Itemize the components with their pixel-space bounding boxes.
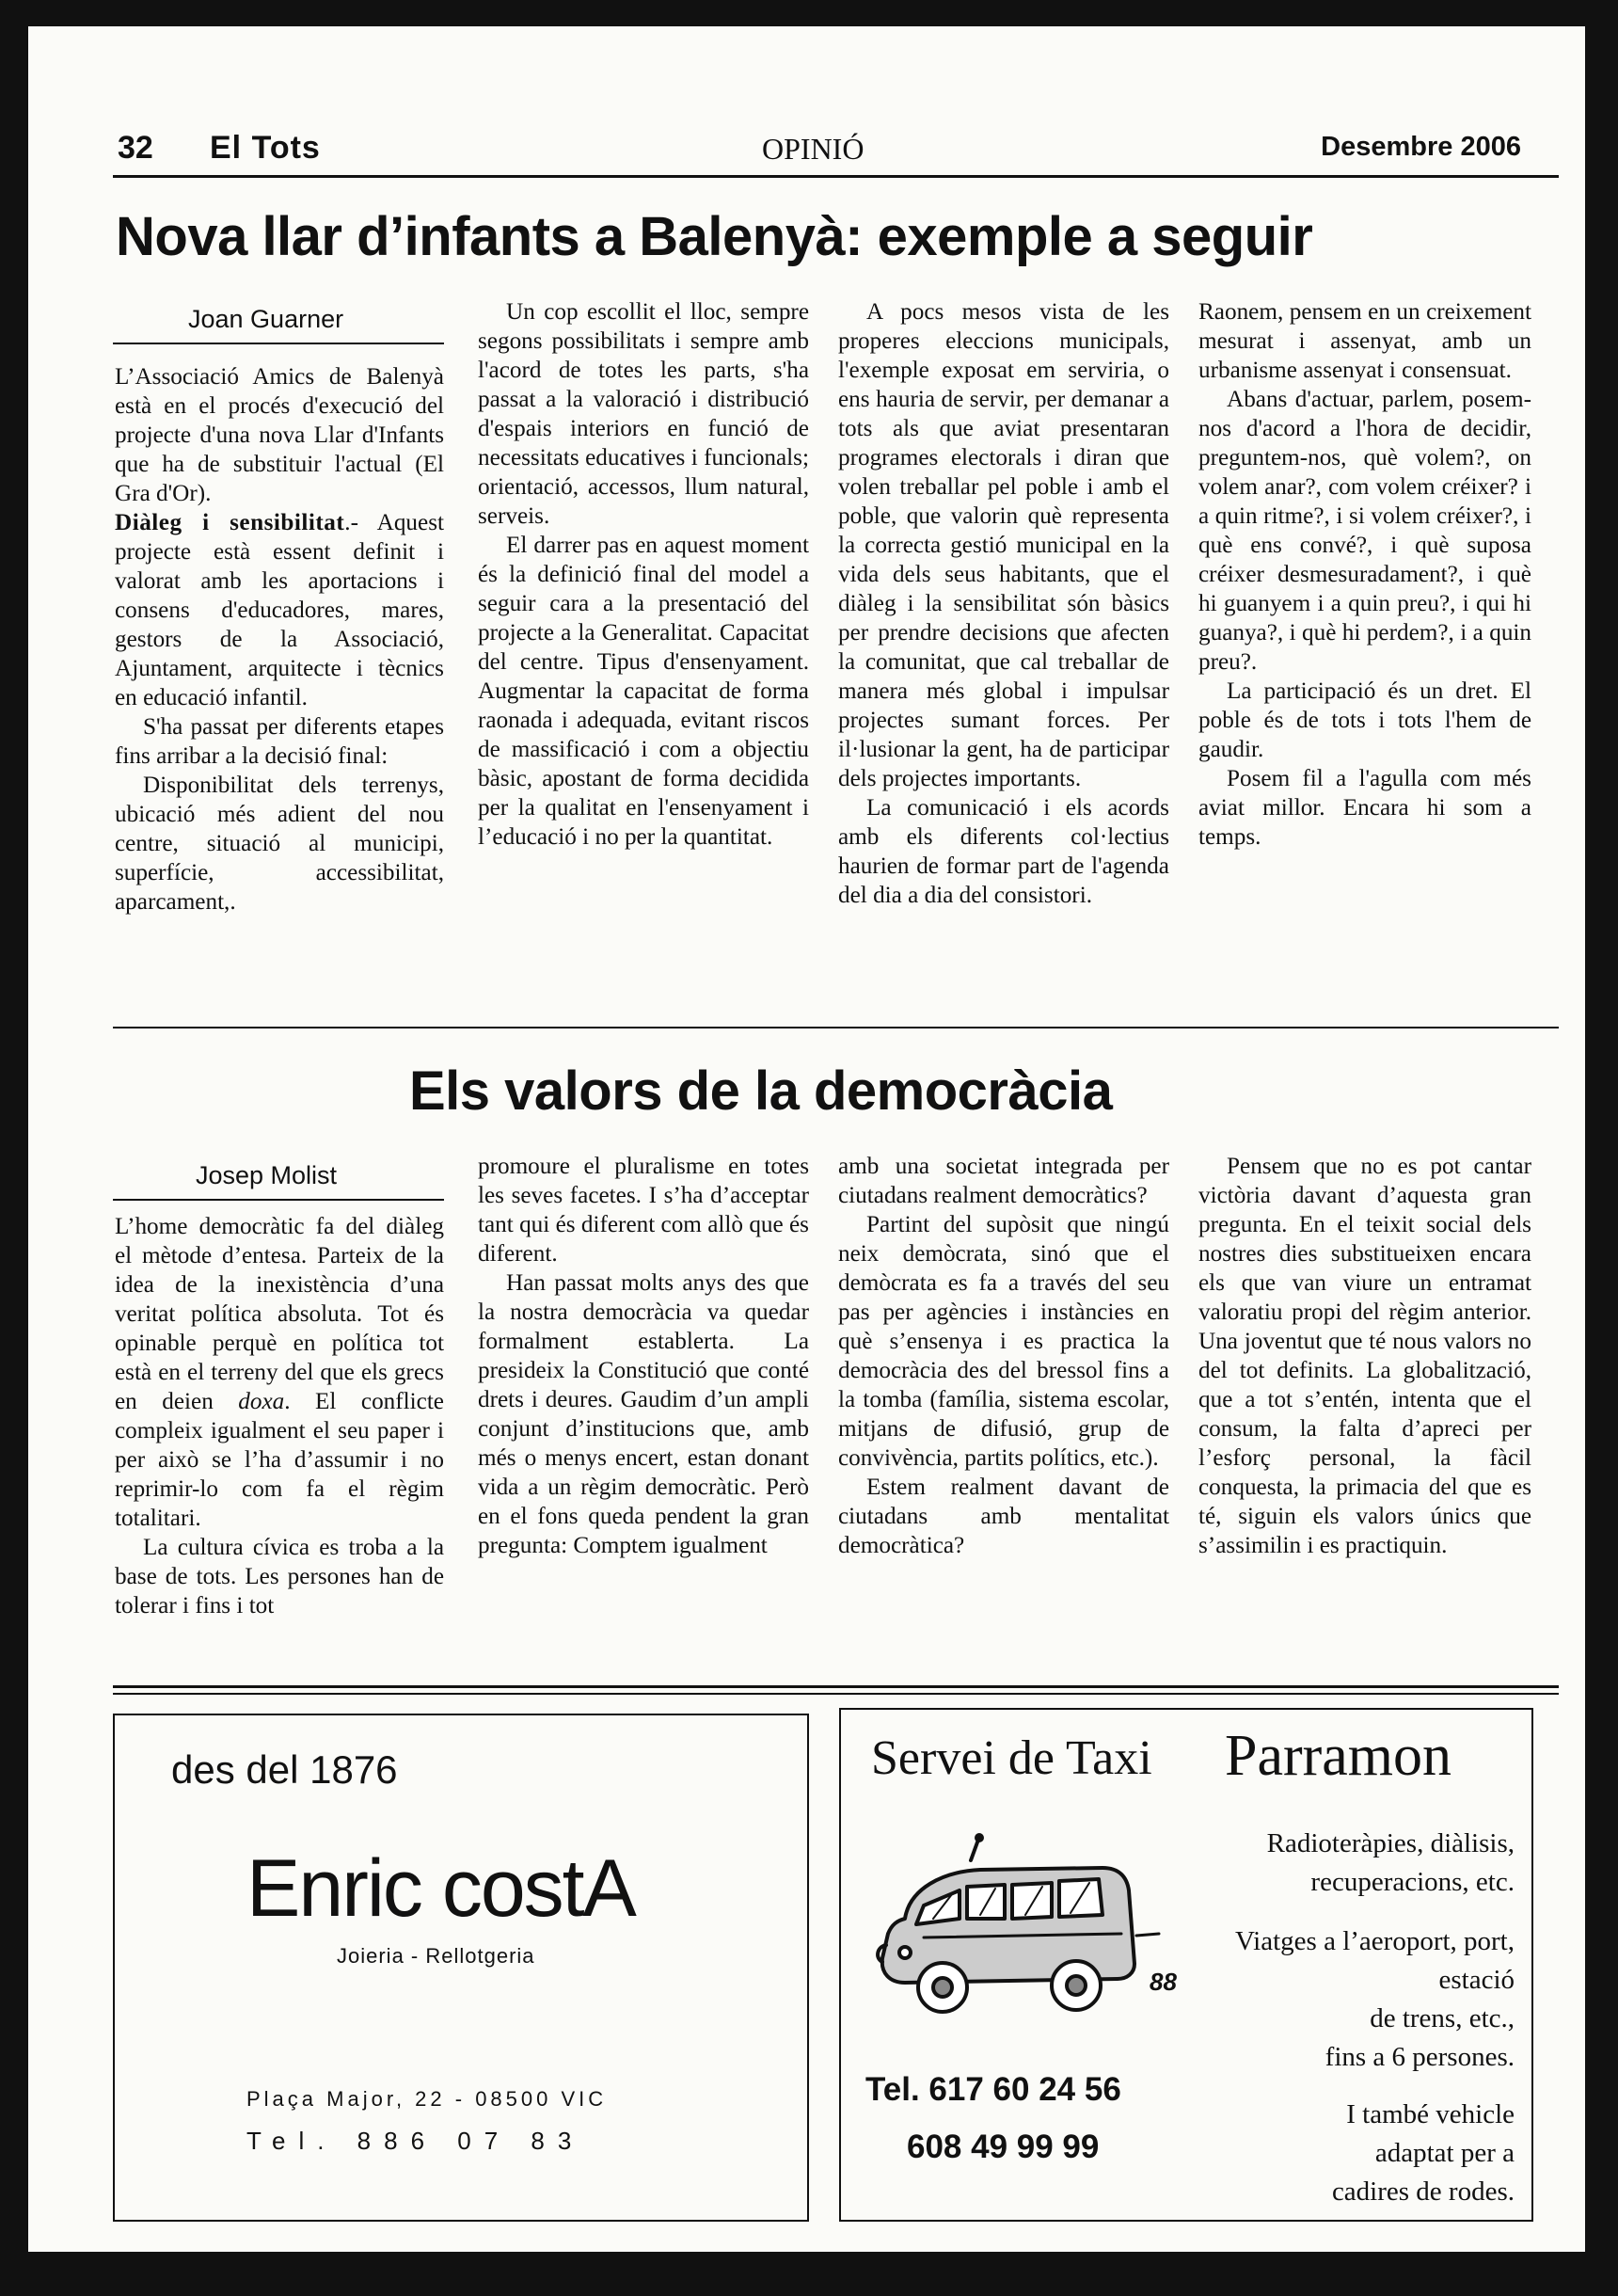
jewelry-ad bbox=[113, 1714, 809, 2222]
article-1-column-3 bbox=[838, 297, 1169, 910]
article-1-column-1 bbox=[115, 362, 444, 917]
article-2-column-3 bbox=[838, 1152, 1169, 1560]
article-2-author: Josep Molist bbox=[196, 1161, 338, 1189]
jewelry-phone: Tel. 886 07 83 bbox=[246, 2127, 585, 2155]
publication-name: El Tots bbox=[210, 130, 321, 166]
paragraph: Raonem, pensem en un creixement mesurat i assenyat, amb un urbanisme assenyat i consensuat. bbox=[1198, 299, 1531, 383]
taxi-phone-2: 608 49 99 99 bbox=[907, 2129, 1100, 2165]
ads-rule bbox=[113, 1685, 1559, 1688]
issue-date: Desembre 2006 bbox=[1321, 132, 1521, 162]
taxi-services-medical: Radioteràpies, diàlisis, recuperacions, etc. bbox=[1266, 1828, 1515, 1897]
taxi-ad bbox=[839, 1708, 1533, 2222]
jewelry-ad-since: des del 1876 bbox=[171, 1747, 398, 1792]
paragraph: Un cop escollit el lloc, sempre segons possibilitats i sempre amb l'acord de totes les parts, s'ha passat a la valoració i distribució d'espais interiors en funció de necessitats educatives i funcionals; orientació, accessos, llum natural, serveis. bbox=[478, 299, 809, 529]
paragraph: El darrer pas en aquest moment és la definició final del model a seguir cara a la presentació del projecte a la Generalitat. Capacitat del centre. Tipus d'ensenyament. Augmentar la capacitat de forma raonada i adequada, evitant riscos de massificació i com a objectiu bàsic, apostant de forma decidida per la qualitat en l'ensenyament i l’educació i no per la quantitat. bbox=[478, 533, 809, 850]
paragraph: amb una societat integrada per ciutadans realment democràtics? bbox=[838, 1154, 1169, 1208]
paragraph: Pensem que no es pot cantar victòria davant d’aquesta gran pregunta. En el teixit social dels nostres dies substitueixen encara els que van viure un entramat valoratiu propi del règim anterior. Una joventut que té nous valors no del tot definits. La globalització, que a tot s’entén, intenta que el consum, la falta d’apreci per l’esforç personal, la fàcil conquesta, la primacia del que es té, siguin els valors únics que s’assimilin i es practiquin. bbox=[1198, 1154, 1531, 1558]
paragraph: Posem fil a l'agulla com més aviat millor. Encara hi som a temps. bbox=[1198, 766, 1531, 850]
header-rule bbox=[113, 175, 1559, 178]
page bbox=[28, 26, 1585, 2252]
taxi-ad-brand: Parramon bbox=[1225, 1724, 1452, 1788]
paragraph: Partint del supòsit que ningú neix demòcrata, sinó que el demòcrata es fa a través del seu pas per agències i instàncies en què s’ensenya i es practica la democràcia des del bressol fins a la tomba (família, sistema escolar, mitjans de difusió, grup de convivència, partits polítics, etc.). bbox=[838, 1212, 1169, 1471]
paragraph: La comunicació i els acords amb els diferents col·lectius haurien de formar part de l'agenda del dia a dia del consistori. bbox=[838, 795, 1169, 908]
paragraph: A pocs mesos vista de les properes eleccions municipals, l'exemple exposat em serviria, o ens hauria de servir, per demanar a tots als que aviat presentaran programes electorals i diran que volen treballar pel poble i amb el poble, que valorin què representa la correcta gestió municipal en la vida dels seus habitants, que el diàleg i la sensibilitat són bàsics per prendre decisions que afecten la comunitat, que cal treballar de manera més global i impulsar projectes sumant forces. Per il·lusionar la gent, ha de participar dels projectes importants. bbox=[838, 299, 1169, 791]
paragraph: S'ha passat per diferents etapes fins arribar a la decisió final: bbox=[115, 714, 444, 769]
section-name: OPINIÓ bbox=[762, 132, 865, 166]
taxi-services-adapted: I també vehicle adaptat per a cadires de rodes. bbox=[1331, 2099, 1515, 2207]
article-divider bbox=[113, 1027, 1559, 1028]
jewelry-address: Plaça Major, 22 - 08500 VIC bbox=[246, 2087, 608, 2111]
paragraph: La participació és un dret. El poble és de tots i tots l'hem de gaudir. bbox=[1198, 678, 1531, 762]
paragraph: Diàleg i sensibilitat.- Aquest projecte està essent definit i valorat amb les aportacions i consens d'educadores, mares, gestors de la Associació, Ajuntament, arquitecte i tècnics en educació infantil. bbox=[115, 510, 444, 710]
paragraph: Han passat molts anys des que la nostra democràcia va quedar formalment establerta. La presideix la Constitució que conté drets i deures. Gaudim d’un ampli conjunt d’institucions que, amb més o menys encert, estan donant vida a un règim democràtic. Però en el fons queda pendent la gran pregunta: Comptem igualment bbox=[478, 1270, 809, 1558]
paragraph: Abans d'actuar, parlem, posem-nos d'acord a l'hora de decidir, preguntem-nos, què volem?, on volem anar?, com volem créixer? i a quin ritme?, i si volem créixer?, i què ens convé?, i què suposa créixer desmesuradament?, i què hi guanyem i a quin preu?, i qui hi guanya?, i què hi perdem?, i a quin preu?. bbox=[1198, 387, 1531, 675]
article-2-column-4 bbox=[1198, 1152, 1531, 1560]
paragraph: La cultura cívica es troba a la base de tots. Les persones han de tolerar i fins i tot bbox=[115, 1535, 444, 1618]
subheading: Diàleg i sensibilitat bbox=[115, 510, 345, 535]
article-2-column-2 bbox=[478, 1152, 809, 1560]
article-2-column-1 bbox=[115, 1212, 444, 1620]
paragraph: L’home democràtic fa del diàleg el mètode d’entesa. Parteix de la idea de la inexistència d’una veritat política absoluta. Tot és opinable perquè en política tot està en el terreny del que els grecs en deien doxa. El conflicte compleix igualment el seu paper i per això se l’ha d’assumir i no reprimir-lo com fa el règim totalitari. bbox=[115, 1214, 444, 1531]
article-1-column-4 bbox=[1198, 297, 1531, 852]
page-number: 32 bbox=[118, 130, 153, 166]
jewelry-logo: Enric costA bbox=[246, 1843, 635, 1934]
article-1-title: Nova llar d’infants a Balenyà: exemple a seguir bbox=[116, 206, 1313, 267]
article-1-author: Joan Guarner bbox=[188, 305, 344, 333]
ads-rule bbox=[113, 1693, 1559, 1695]
article-2-title: Els valors de la democràcia bbox=[409, 1060, 1113, 1122]
jewelry-subtitle: Joieria - Rellotgeria bbox=[337, 1944, 535, 1968]
taxi-plate: 88 bbox=[1150, 1968, 1177, 1996]
author-rule bbox=[113, 343, 444, 344]
taxi-phone-1: Tel. 617 60 24 56 bbox=[865, 2071, 1121, 2108]
taxi-ad-title: Servei de Taxi bbox=[871, 1731, 1152, 1785]
taxi-services-travel: Viatges a l’aeroport, port, estació de trens, etc., fins a 6 persones. bbox=[1234, 1926, 1515, 2072]
minibus-icon bbox=[867, 1832, 1178, 2030]
paragraph: Disponibilitat dels terrenys, ubicació més adient del nou centre, situació al municipi, superfície, accessibilitat, aparcament,. bbox=[115, 773, 444, 915]
paragraph: Estem realment davant de ciutadans amb mentalitat democràtica? bbox=[838, 1475, 1169, 1558]
paragraph: promoure el pluralisme en totes les seves facetes. I s’ha d’acceptar tant qui és diferent com allò que és diferent. bbox=[478, 1154, 809, 1267]
author-rule bbox=[113, 1199, 444, 1201]
paragraph: L’Associació Amics de Balenyà està en el procés d'execució del projecte d'una nova Llar d'Infants que ha de substituir l'actual (El Gra d'Or). bbox=[115, 364, 444, 506]
article-1-column-2 bbox=[478, 297, 809, 852]
